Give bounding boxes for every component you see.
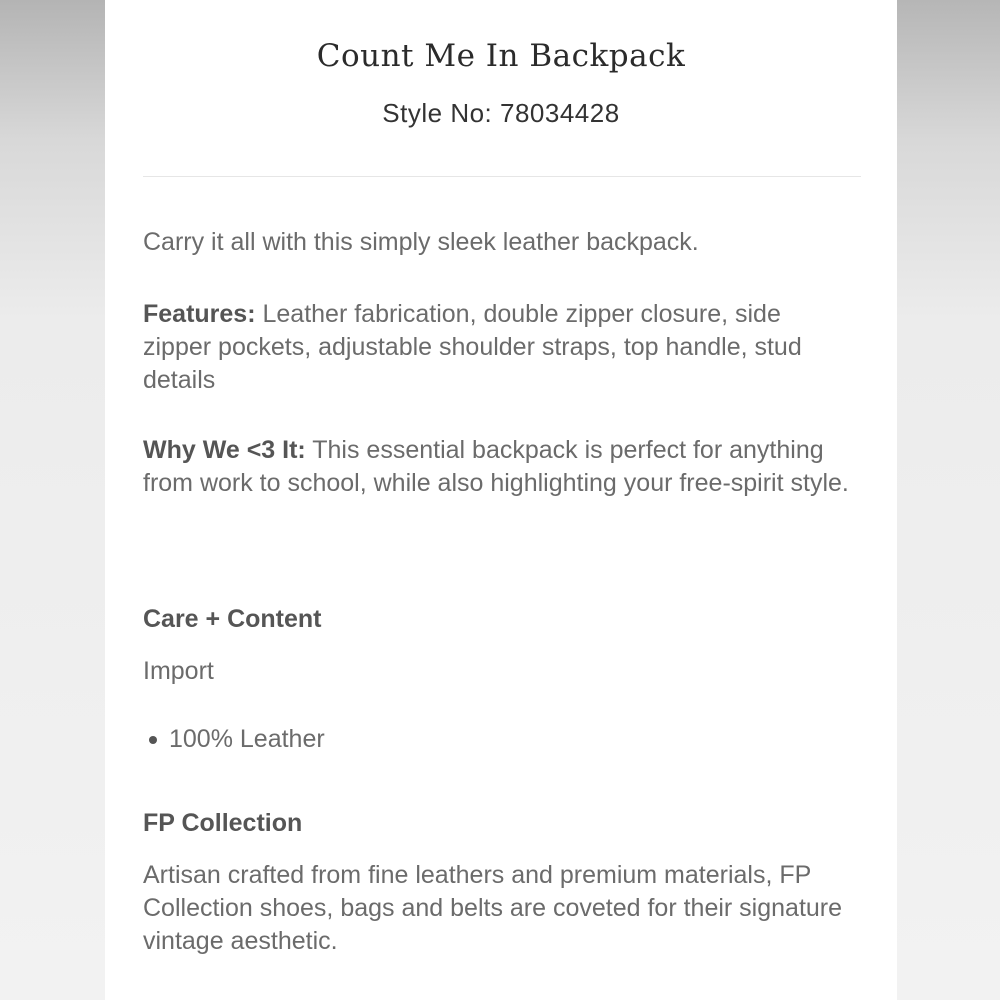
style-number: Style No: 78034428 (382, 98, 620, 128)
divider (143, 176, 861, 177)
features-paragraph (143, 298, 853, 397)
material-text: 100% Leather (169, 725, 325, 753)
product-title: Count Me In Backpack (316, 38, 686, 74)
features-text: Leather fabrication, double zipper closure, side zipper pockets, adjustable shoulder straps, top handle, stud details (143, 300, 802, 394)
left-background (0, 0, 105, 1000)
bullet-icon (149, 736, 157, 744)
why-we-love-it-paragraph (143, 434, 853, 500)
why-label: Why We <3 It: (143, 436, 306, 464)
collection-description: Artisan crafted from fine leathers and premium materials, FP Collection shoes, bags and belts are coveted for their signature vintage aesthetic. (143, 861, 843, 955)
product-intro: Carry it all with this simply sleek leather backpack. (143, 228, 699, 256)
product-details-panel (105, 0, 897, 1000)
material-list-item (143, 725, 325, 754)
origin-text: Import (143, 657, 214, 685)
right-background (897, 0, 1000, 1000)
collection-heading: FP Collection (143, 809, 303, 837)
why-text: This essential backpack is perfect for anything from work to school, while also highlighting your free-spirit style. (143, 436, 849, 497)
features-label: Features: (143, 300, 256, 328)
care-content-heading: Care + Content (143, 605, 322, 633)
